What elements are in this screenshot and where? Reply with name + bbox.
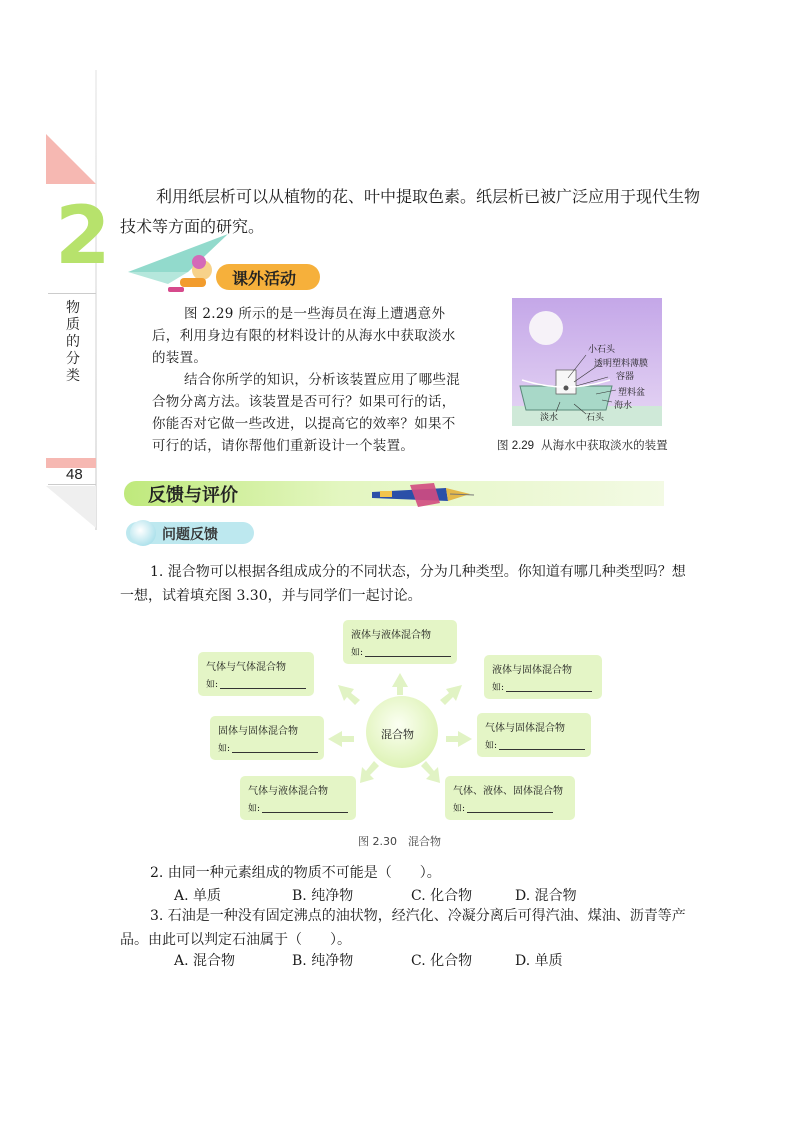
example-prefix: 如: [492,683,505,693]
fill-in-blank [365,656,451,657]
chapter-number: 2 [55,189,111,282]
example-prefix: 如: [248,804,261,814]
fill-in-blank [467,812,553,813]
fill-in-blank [499,749,585,750]
chapter-title: 物质的分类 [66,300,80,384]
box-liquid-solid [484,655,602,699]
box-solid-solid-example [218,741,318,754]
fill-in-blank [232,752,318,753]
label-container: 容器 [616,372,635,382]
q2-option-d: D. 混合物 [515,888,577,904]
box-gas-liquid-title: 气体与液体混合物 [248,786,328,797]
label-stone: 石头 [586,413,605,423]
box-liquid-liquid [343,620,457,664]
example-prefix: 如: [206,680,219,690]
question-3: 3. 石油是一种没有固定沸点的油状物，经汽化、冷凝分离后可得汽油、煤油、沥青等产品。由此可以判定石油属于（ ）。 [120,908,686,948]
q3-option-b: B. 纯净物 [292,953,354,969]
box-gas-gas [198,652,314,696]
box-solid-solid-title: 固体与固体混合物 [218,726,298,737]
figure-2-29-number: 图 2.29 [497,440,535,452]
box-gas-liquid [240,776,356,820]
fill-in-blank [220,688,306,689]
fill-in-blank [262,812,348,813]
q3-option-a: A. 混合物 [174,953,236,969]
box-gas-solid [477,713,591,757]
box-gas-solid-example [485,738,585,751]
question-1: 1. 混合物可以根据各组成成分的不同状态，分为几种类型。你知道有哪几种类型吗？想一想，试着填充图 3.30，并与同学们一起讨论。 [120,564,686,604]
box-gas-solid-title: 气体与固体混合物 [485,723,565,734]
corner-triangle-bottom [46,486,96,528]
figure-2-30-caption: 图 2.30 混合物 [358,835,441,848]
page-number-divider [48,484,96,485]
example-prefix: 如: [485,741,498,751]
question-2: 2. 由同一种元素组成的物质不可能是（ ）。 [150,865,441,881]
corner-triangle-top [46,134,96,184]
activity-title: 课外活动 [232,269,297,288]
label-fresh-water: 淡水 [540,413,559,423]
label-plastic-film: 透明塑料薄膜 [594,359,649,369]
q2-option-b: B. 纯净物 [292,888,354,904]
box-solid-solid [210,716,324,760]
sidebar-divider [48,293,96,294]
example-prefix: 如: [218,744,231,754]
figure-2-29-caption [497,437,668,453]
q3-option-d: D. 单质 [515,953,563,969]
box-liquid-solid-example [492,680,592,693]
example-prefix: 如: [351,648,364,658]
label-plastic-basin: 塑料盆 [618,388,646,398]
box-gas-liquid-solid-title: 气体、液体、固体混合物 [453,786,563,797]
issue-feedback-title: 问题反馈 [162,527,218,543]
intro-paragraph: 利用纸层析可以从植物的花、叶中提取色素。纸层析已被广泛应用于现代生物技术等方面的研究。 [120,187,701,236]
mixture-label: 混合物 [381,728,414,741]
pen-illustration [370,479,480,511]
box-gas-liquid-solid-example [453,801,553,814]
box-liquid-solid-title: 液体与固体混合物 [492,665,572,676]
figure-2-29-text: 从海水中获取淡水的装置 [541,438,668,452]
example-prefix: 如: [453,804,466,814]
box-gas-liquid-solid [445,776,575,820]
box-gas-gas-example [206,677,306,690]
desalination-apparatus-photo [512,298,662,426]
activity-paragraph-2: 结合你所学的知识，分析该装置应用了哪些混合物分离方法。该装置是否可行？如果可行的话，你能否对它做一些改进，以提高它的效率？如果不可行的话，请你帮他们重新设计一个装置。 [152,372,460,454]
fill-in-blank [506,691,592,692]
activity-paragraph-1: 图 2.29 所示的是一些海员在海上遭遇意外后，利用身边有限的材料设计的从海水中获取淡水的装置。 [152,306,456,366]
q2-option-c: C. 化合物 [411,888,473,904]
q2-option-a: A. 单质 [174,888,222,904]
box-gas-liquid-example [248,801,348,814]
label-small-stone: 小石头 [588,345,616,355]
box-liquid-liquid-example [351,645,451,658]
bubble-icon [130,520,156,546]
box-gas-gas-title: 气体与气体混合物 [206,662,286,673]
hang-glider-illustration [128,232,228,302]
q3-option-c: C. 化合物 [411,953,473,969]
feedback-title: 反馈与评价 [148,485,238,506]
box-liquid-liquid-title: 液体与液体混合物 [351,630,431,641]
label-seawater: 海水 [614,401,633,411]
page-number: 48 [66,466,83,483]
